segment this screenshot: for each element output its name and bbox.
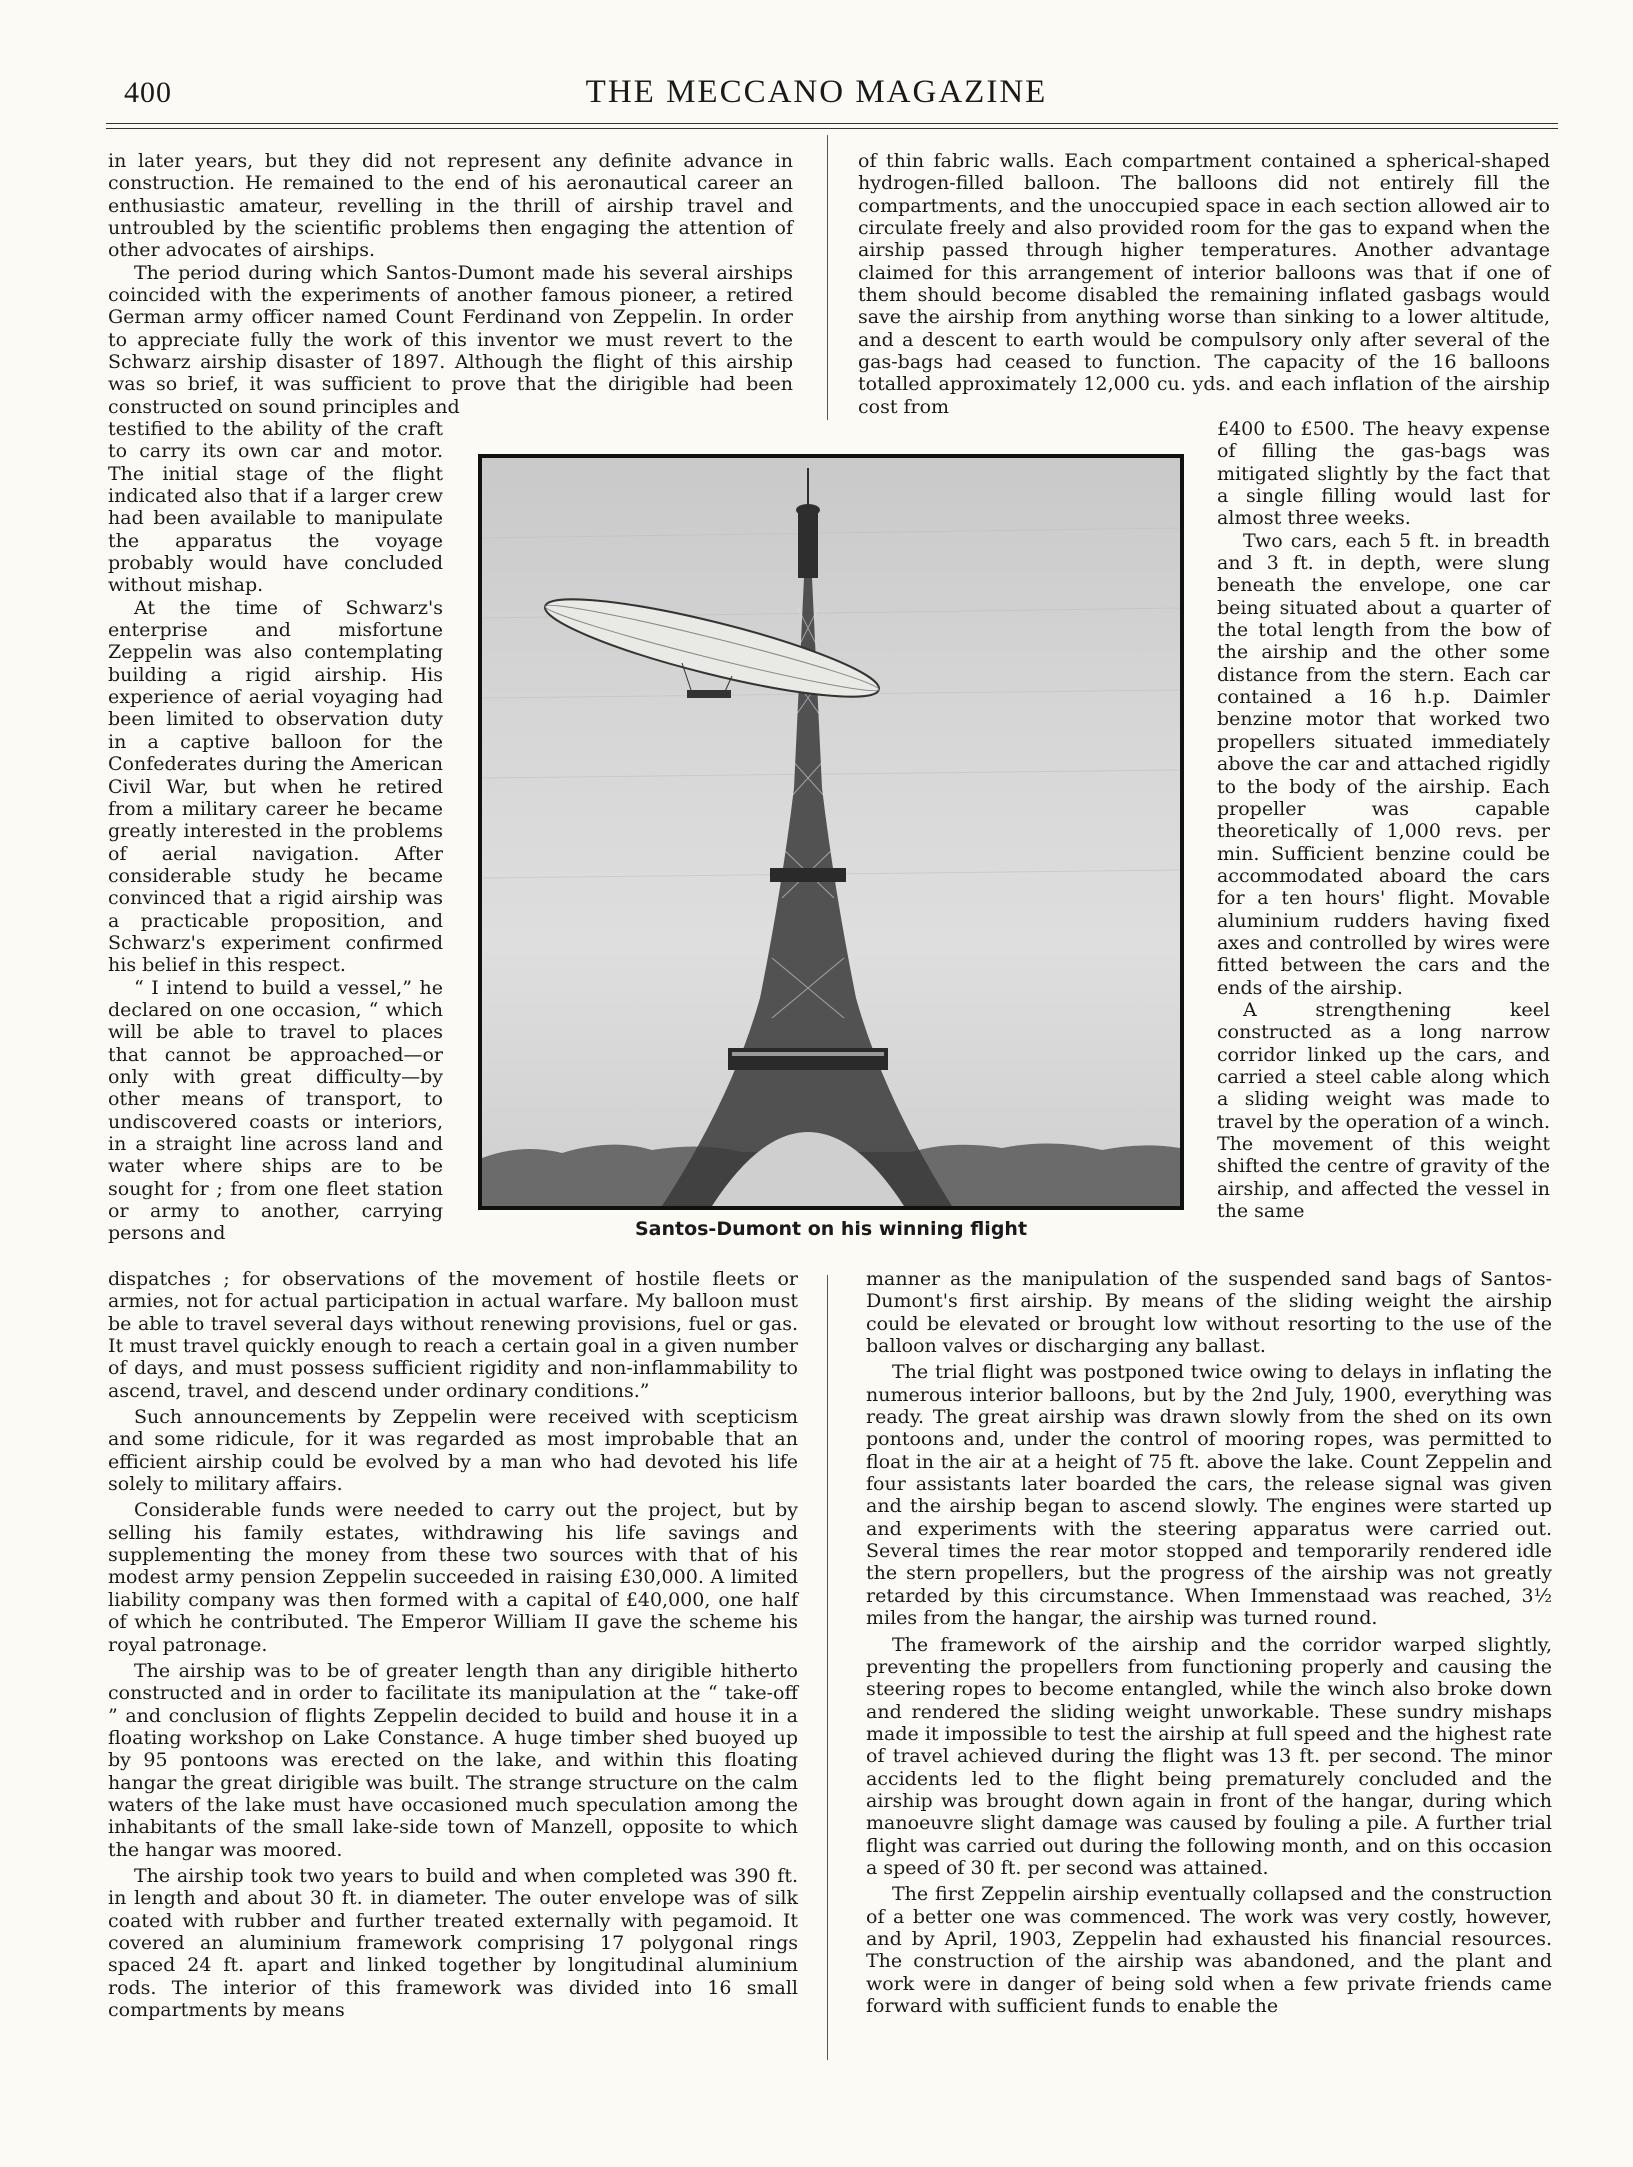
paragraph: of thin fabric walls. Each compartment contained a spherical-shaped hydrogen-filled balloon. The balloons did not entirely fill the compartments, and the unoccupied space in each section allowed air to circulate freely and also provided room for the gas to expand when the airship passed through higher temperatures. Another advantage claimed for this arrangement of interior balloons was that if one of them should become disabled the remaining inflated gasbags would save the airship from anything worse than sinking to a lower altitude, and a descent to earth would be compulsory only after several of the gas-bags had ceased to function. The capacity of the 16 balloons totalled approximately 12,000 cu. yds. and each inflation of the airship cost from xyxy=(858,150,1550,418)
paragraph: The trial flight was postponed twice owing to delays in inflating the numerous interior balloons, but by the 2nd July, 1900, everything was ready. The great airship was drawn slowly from the shed on its own pontoons and, under the control of mooring ropes, was permitted to float in the air at a height of 75 ft. above the lake. Count Zeppelin and four assistants later boarded the cars, the release signal was given and the airship began to ascend slowly. The engines were started up and experiments with the steering apparatus were carried out. Several times the rear motor stopped and temporarily rendered idle the stern propellers, but the progress of the airship was not greatly retarded by this circumstance. When Immenstaad was reached, 3½ miles from the hangar, the airship was turned round. xyxy=(866,1361,1552,1630)
paragraph: The first Zeppelin airship eventually collapsed and the construction of a better one was commenced. The work was very costly, however, and by April, 1903, Zeppelin had exhausted his financial resources. The construction of the airship was abandoned, and the plant and work were in danger of being sold when a few private friends came forward with sufficient funds to enable the xyxy=(866,1883,1552,2017)
paragraph: At the time of Schwarz's enterprise and misfortune Zeppelin was also contemplating building a rigid airship. His experience of aerial voyaging had been limited to observation duty in a captive balloon for the Confederates during the American Civil War, but when he retired from a military career he became greatly interested in the problems of aerial navigation. After considerable study he became convinced that a rigid airship was a practicable proposition, and Schwarz's experiment confirmed his belief in this respect. xyxy=(108,596,443,977)
paragraph: The framework of the airship and the corridor warped slightly, preventing the propellers from functioning properly and causing the steering ropes to become entangled, while the winch also broke down and rendered the sliding weight unworkable. These sundry mishaps made it impossible to test the airship at full speed and the highest rate of travel achieved during the flight was 13 ft. per second. The minor accidents led to the flight being prematurely concluded and the airship was brought down again in front of the hangar, during which manoeuvre slight damage was caused by fouling a pile. A further trial flight was carried out during the following month, and on this occasion a speed of 30 ft. per second was attained. xyxy=(866,1633,1552,1879)
column-divider xyxy=(827,135,828,420)
paragraph: testified to the ability of the craft to carry its own car and motor. The initial stage of the flight indicated also that if a larger crew had been available to manipulate the apparatus the voyage probably would have concluded without mishap. xyxy=(108,418,443,597)
paragraph: manner as the manipulation of the suspended sand bags of Santos-Dumont's first airship. By means of the sliding weight the airship could be elevated or brought low without resorting to the use of the balloon valves or discharging any ballast. xyxy=(866,1268,1552,1358)
paragraph: “ I intend to build a vessel,” he declared on one occasion, “ which will be able to travel to places that cannot be approached—or only with great difficulty—by other means of transport, to undiscovered coasts or interiors, in a straight line across land and water where ships are to be sought for ; from one fleet station or army to another, carrying persons and xyxy=(108,976,443,1245)
right-column-beside-figure xyxy=(1217,418,1550,1222)
figure-caption: Santos-Dumont on his winning flight xyxy=(634,1218,1028,1240)
header-rule-inner xyxy=(106,128,1558,129)
paragraph: in later years, but they did not represent any definite advance in construction. He remained to the end of his aeronautical career an enthusiastic amateur, revelling in the thrill of airship travel and untroubled by the scientific problems then engaging the attention of other advocates of airships. xyxy=(108,150,793,262)
paragraph: Considerable funds were needed to carry out the project, but by selling his family estates, withdrawing his life savings and supplementing the money from these two sources with that of his modest army pension Zeppelin succeeded in raising £30,000. A limited liability company was then formed with a capital of £40,000, one half of which he contributed. The Emperor William II gave the scheme his royal patronage. xyxy=(108,1499,798,1656)
paragraph: The airship was to be of greater length than any dirigible hitherto constructed and in order to facilitate its manipulation at the “ take-off ” and conclusion of flights Zeppelin decided to build and house it in a floating workshop on Lake Constance. A huge timber shed buoyed up by 95 pontoons was erected on the lake, and within this floating hangar the great dirigible was built. The strange structure on the calm waters of the lake must have occasioned much speculation among the inhabitants of the small lake-side town of Manzell, opposite to which the hangar was moored. xyxy=(108,1659,798,1861)
magazine-title: THE MECCANO MAGAZINE xyxy=(585,74,1048,110)
paragraph: The airship took two years to build and when completed was 390 ft. in length and about 30 ft. in diameter. The outer envelope was of silk coated with rubber and further treated externally with pegamoid. It covered an aluminium framework comprising 17 polygonal rings spaced 24 ft. apart and linked together by longitudinal aluminium rods. The interior of this framework was divided into 16 small compartments by means xyxy=(108,1864,798,2021)
left-column-beside-figure xyxy=(108,418,443,1245)
paragraph: The period during which Santos-Dumont made his several airships coincided with the experiments of another famous pioneer, a retired German army officer named Count Ferdinand von Zeppelin. In order to appreciate fully the work of this inventor we must revert to the Schwarz airship disaster of 1897. Although the flight of this airship was so brief, it was sufficient to prove that the dirigible had been constructed on sound principles and xyxy=(108,261,793,418)
right-column-top xyxy=(858,150,1550,418)
paragraph: Two cars, each 5 ft. in breadth and 3 ft. in depth, were slung beneath the envelope, one car being situated about a quarter of the total length from the bow of the airship and the other some distance from the stern. Each car contained a 16 h.p. Daimler benzine motor that worked two propellers situated immediately above the car and attached rigidly to the body of the airship. Each propeller was capable theoretically of 1,000 revs. per min. Sufficient benzine could be accommodated aboard the cars for a ten hours' flight. Movable aluminium rudders having fixed axes and controlled by wires were fitted between the cars and the ends of the airship. xyxy=(1217,529,1550,999)
paragraph: Such announcements by Zeppelin were received with scepticism and some ridicule, for it was regarded as most improbable that an efficient airship could be evolved by a man who had devoted his life solely to military affairs. xyxy=(108,1406,798,1496)
paragraph: £400 to £500. The heavy expense of filling the gas-bags was mitigated slightly by the fact that a single filling would last for almost three weeks. xyxy=(1217,418,1550,530)
header-rule xyxy=(106,123,1558,124)
photograph-eiffel-tower-airship xyxy=(478,454,1184,1210)
right-column-bottom xyxy=(866,1268,1552,2017)
column-divider-lower xyxy=(827,1275,828,2060)
page-number: 400 xyxy=(124,76,172,109)
paragraph: dispatches ; for observations of the movement of hostile fleets or armies, not for actual participation in actual warfare. My balloon must be able to travel several days without renewing provisions, fuel or gas. It must travel quickly enough to reach a certain goal in a given number of days, and must possess sufficient rigidity and non-inflammability to ascend, travel, and descend under ordinary conditions.” xyxy=(108,1268,798,1402)
left-column-top xyxy=(108,150,793,418)
paragraph: A strengthening keel constructed as a long narrow corridor linked up the cars, and carried a steel cable along which a sliding weight was made to travel by the operation of a winch. The movement of this weight shifted the centre of gravity of the airship, and affected the vessel in the same xyxy=(1217,998,1550,1223)
left-column-bottom xyxy=(108,1268,798,2021)
